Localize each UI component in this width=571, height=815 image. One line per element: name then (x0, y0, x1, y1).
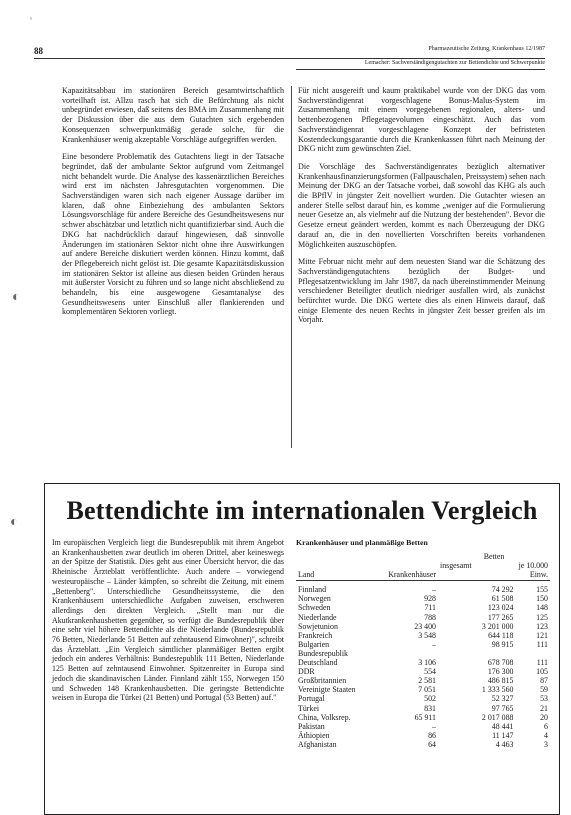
cell-gesamt: 48 441 (491, 721, 514, 731)
table-row (296, 676, 550, 685)
cell-je: 121 (536, 630, 548, 640)
cell-gesamt: 97 765 (491, 703, 514, 713)
table-row (296, 649, 550, 658)
cell-land: DDR (298, 667, 315, 677)
paragraph: Für nicht ausgereift und kaum praktikabel wurde von der DKG das vom Sachverständigenrat vorgeschlagene Bonus-Malus-System im Zusammenhang mit einem vorgegebenen regionalen, alters- und bettenbezogenen Pflegetagevolumen eingeschätzt. Auch das vom Sachverständigenrat vorgeschlagene Konzept der befristeten Kostendeckungsgarantie durch die Krankenkassen führt nach Meinung der DKG nicht zum gewünschten Ziel. (298, 86, 545, 154)
cell-land: Bulgarien (298, 639, 330, 649)
cell-land: Vereinigte Staaten (298, 685, 356, 695)
left-column (62, 86, 284, 325)
cell-land: Sowjetunion (298, 621, 338, 631)
cell-gesamt: 3 201 000 (481, 621, 514, 631)
cell-gesamt: 74 292 (491, 585, 514, 595)
cell-gesamt: 52 327 (491, 694, 514, 704)
header-rule (34, 58, 545, 59)
cell-je: 111 (536, 658, 548, 668)
cell-krankenhaeuser: 86 (428, 730, 436, 740)
table-title: Krankenhäuser und planmäßige Betten (296, 538, 428, 547)
cell-land: Bundesrepublik (298, 648, 348, 658)
cell-krankenhaeuser: 928 (424, 594, 436, 604)
cell-land: Niederlande (298, 612, 337, 622)
cell-land: Finnland (298, 585, 327, 595)
header-betten-sub (440, 561, 548, 579)
subheader-rule (296, 69, 545, 70)
header-krankenhaeuser: Krankenhäuser (386, 552, 438, 581)
cell-je: 111 (536, 639, 548, 649)
cell-gesamt: 123 024 (487, 603, 514, 613)
cell-je: 4 (544, 730, 548, 740)
cell-je: 150 (536, 594, 548, 604)
cell-gesamt: 2 017 088 (481, 712, 514, 722)
cell-land: Portugal (298, 694, 325, 704)
cell-je: 3 (544, 739, 548, 749)
cell-land: Pakistan (298, 721, 325, 731)
paragraph: Kapazitätsabbau im stationären Bereich gesamtwirtschaftlich vorteilhaft ist. Allzu rasch hat sich die Befürchtung als nicht unbegründet erwiesen, daß seitens des BMA im Zusammenhang mit der Diskussion über die aus dem Gutachten sich ergebenden Konsequenzen schwerpunktmäßig gerade solche, für die Krankenhäuser wenig akzeptable Vorschläge aufgegriffen werden. (62, 86, 284, 144)
cell-krankenhaeuser: 64 (428, 739, 436, 749)
cell-je: 125 (536, 612, 548, 622)
cell-krankenhaeuser: 65 911 (414, 712, 436, 722)
cell-krankenhaeuser: 2 581 (418, 676, 436, 686)
cell-je: 105 (536, 667, 548, 677)
cell-land: Türkei (298, 703, 320, 713)
cell-land: China, Volksrep. (298, 712, 351, 722)
cell-land: Äthiopien (298, 730, 330, 740)
punch-hole-mark: ◐ (12, 290, 21, 305)
table-row (296, 631, 550, 640)
cell-gesamt: 678 708 (487, 658, 514, 668)
table-row (296, 722, 550, 731)
table-row (296, 585, 550, 594)
header-betten-group (438, 552, 550, 581)
header-je: je 10.000 Einw. (518, 561, 548, 580)
paragraph: Eine besondere Problematik des Gutachtens liegt in der Tatsache begründet, daß der ambulante Sektor aufgrund vom Zeitmangel nicht behandelt wurde. Die Analyse des kassenärztlichen Bereiches wird erst im nächsten Jahresgutachten vorgenommen. Die Sachverständigen waren sich nach eigener Aussage darüber im klaren, daß ohne Einbeziehung des ambulanten Sektors Lösungsvorschläge für andere Bereiche des Gesundheitswesens nur schwer abschätzbar und letztlich nicht quantifizierbar sind. Auch die DKG hat nachdrücklich darauf hingewiesen, daß sinnvolle Änderungen im stationären Sektor nicht ohne ihre Auswirkungen auf andere Bereiche diskutiert werden können. Hinzu kommt, daß der Pflegebereich nicht gelöst ist. Die gesamte Kapazitätsdiskussion im stationären Sektor ist alleine aus diesen beiden Gründen heraus mit äußerster Vorsicht zu führen und so lange nicht abschließend zu behandeln, bis eine ausgewogene Gesamtanalyse des Gesundheitswesens unter Einschluß aller flankierenden und komplementären Sektoren vorliegt. (62, 152, 284, 317)
cell-je: 123 (536, 621, 548, 631)
scan-mark: ˢ (30, 14, 32, 24)
cell-krankenhaeuser: 554 (424, 667, 436, 677)
cell-gesamt: 486 815 (487, 676, 514, 686)
box-text: Im europäischen Vergleich liegt die Bundesrepublik mit ihrem Angebot an Krankenhausbetten zwar deutlich im oberen Drittel, aber keineswegs an der Spitze der Statistik. Dies geht aus einer Übersicht hervor, die das Rheinische Ärzteblatt veröffentlichte. Auch andere – vorwiegend westeuropäische – Länder kämpfen, so schreibt die Zeitung, mit einem „Bettenberg". Unterschiedliche Gesundheitssysteme, die den Krankenhäusern unterschiedliche Aufgaben zuweisen, erschweren allerdings den direkten Vergleich. „Stellt man nur die Akutkrankenhausbetten gegenüber, so verfügt die Bundesrepublik über eine sehr viel höhere Bettendichte als die Niederlande (Bundesrepublik 76 Betten, Niederlande 51 Betten auf zehntausend Einwohner)", schreibt das Ärzteblatt. „Ein Vergleich sämtlicher planmäßiger Betten ergibt jedoch ein anderes Verhältnis: Bundesrepublik 111 Betten, Niederlande 125 Betten auf zehntausend Einwohner. Spitzenreiter in Europa sind jedoch die skandinavischen Länder. Finnland zählt 155, Norwegen 150 und Schweden 148 Krankenhausbetten. Die geringste Bettendichte weisen in Europa die Türkei (21 Betten) und Portugal (53 Betten) auf." (52, 538, 284, 703)
cell-krankenhaeuser: – (432, 585, 436, 595)
cell-je: 148 (536, 603, 548, 613)
cell-krankenhaeuser: 502 (424, 694, 436, 704)
header-betten: Betten (483, 552, 505, 561)
cell-gesamt: 98 915 (491, 639, 514, 649)
header-gesamt: insgesamt (440, 561, 472, 571)
running-title: Pharmazeutische Zeitung, Krankenhaus 12/1987 (428, 46, 545, 52)
box-headline: Bettendichte im internationalen Vergleich (66, 496, 538, 525)
cell-gesamt: 644 118 (488, 630, 514, 640)
cell-je: 6 (544, 721, 548, 731)
cell-je (515, 649, 550, 658)
table-row (296, 704, 550, 713)
table-row (296, 713, 550, 722)
page-number: 88 (34, 46, 43, 56)
paragraph: Die Vorschläge des Sachverständigenrates bezüglich alternativer Krankenhausfinanzierungsformen (Fallpauschalen, Preissystem) sehen nach Meinung der DKG an der Tatsache vorbei, daß sowohl das KHG als auch die BPflV in jüngster Zeit novelliert wurden. Die Gutachter wiesen an anderer Stelle selbst darauf hin, es komme „weniger auf die Formulierung neuer Gesetze an, als vielmehr auf die Nutzung der bestehenden". Bevor die Gesetze erneut geändert werden, kommt es nach Überzeugung der DKG darauf an, die in den novellierten Vorschriften bereits vorhandenen Möglichkeiten auszuschöpfen. (298, 161, 545, 249)
cell-krankenhaeuser: – (432, 639, 436, 649)
table-row (296, 613, 550, 622)
punch-hole-mark: ◐ (10, 515, 19, 530)
header-land: Land (296, 552, 386, 581)
table-row (296, 603, 550, 612)
table-row (296, 658, 550, 667)
cell-krankenhaeuser: 3 106 (418, 658, 436, 668)
cell-gesamt: 1 333 560 (481, 685, 514, 695)
cell-je: 87 (540, 676, 548, 686)
cell-krankenhaeuser: – (432, 721, 436, 731)
cell-krankenhaeuser: 711 (424, 603, 436, 613)
table-header-row (296, 552, 550, 581)
cell-krankenhaeuser: 23 400 (414, 621, 436, 631)
table-row (296, 640, 550, 649)
cell-je: 53 (540, 694, 548, 704)
cell-land: Afghanistan (298, 739, 337, 749)
cell-gesamt: 177 265 (487, 612, 514, 622)
cell-gesamt: 176 300 (487, 667, 514, 677)
column-divider (291, 86, 292, 448)
cell-land: Deutschland (298, 658, 338, 668)
cell-krankenhaeuser: 788 (424, 612, 436, 622)
cell-je: 20 (540, 712, 548, 722)
table-row (296, 685, 550, 694)
cell-land: Großbritannien (298, 676, 347, 686)
right-column (298, 86, 545, 333)
cell-krankenhaeuser (386, 649, 438, 658)
cell-je: 21 (540, 703, 548, 713)
cell-krankenhaeuser: 7 051 (418, 685, 436, 695)
table-row (296, 594, 550, 603)
paragraph: Mitte Februar nicht mehr auf dem neuesten Stand war die Schätzung des Sachverständigengutachtens bezüglich der Budget- und Pflegesatzentwicklung im Jahr 1987, da nach übereinstimmender Meinung verschiedener Beteiligter deutlich niedriger ausfallen wird, als zunächst befürchtet wurde. Die DKG wertete dies als einen Hinweis darauf, daß einige Elemente des neuen Rechts in jüngster Zeit besser greifen als im Vorjahr. (298, 257, 545, 325)
cell-krankenhaeuser: 831 (424, 703, 436, 713)
cell-land: Frankreich (298, 630, 333, 640)
cell-gesamt: 11 147 (492, 730, 514, 740)
cell-je: 155 (536, 585, 548, 595)
table-row (296, 667, 550, 676)
cell-land: Norwegen (298, 594, 331, 604)
cell-gesamt: 61 508 (491, 594, 514, 604)
beds-table (296, 552, 550, 749)
cell-land: Schweden (298, 603, 331, 613)
table-row (296, 694, 550, 703)
cell-je: 59 (540, 685, 548, 695)
running-subtitle: Lemacher: Sachverständigengutachten zur Bettendichte und Schwerpunkte (364, 60, 545, 66)
cell-gesamt (438, 649, 515, 658)
table-row (296, 740, 550, 749)
cell-krankenhaeuser: 3 548 (418, 630, 436, 640)
table-row (296, 731, 550, 740)
cell-gesamt: 4 463 (495, 739, 514, 749)
table-row (296, 622, 550, 631)
